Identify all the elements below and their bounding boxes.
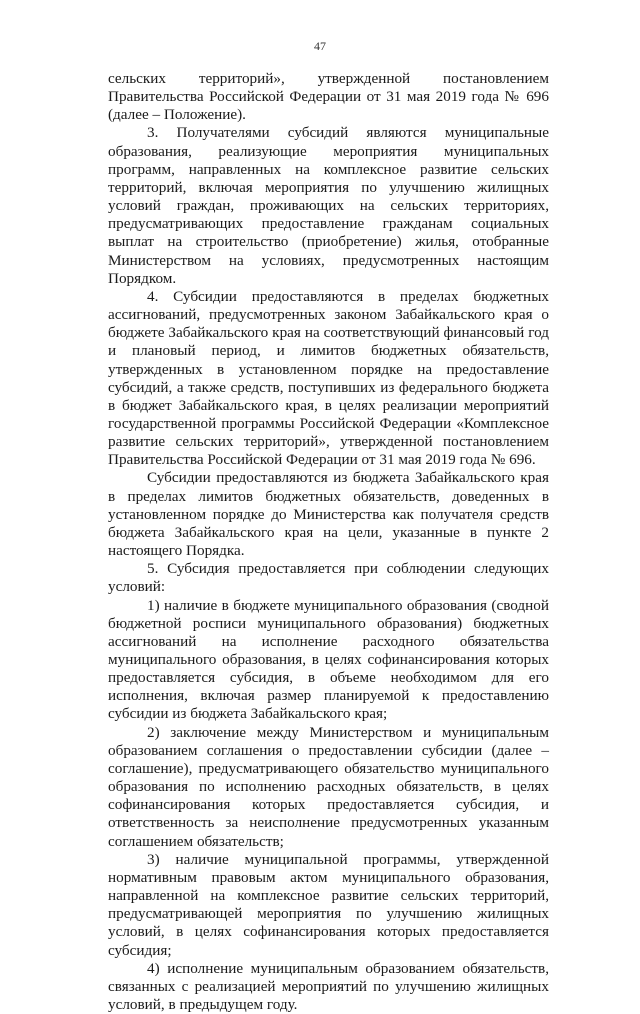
paragraph-item-3-recipients: 3. Получателями субсидий являются муниципальные образования, реализующие мероприятия муниципальных программ, направленных на комплексное развитие сельских территорий, включая мероприятия по улучшению жилищных условий граждан, проживающих на сельских территориях, предусматривающих предоставление гражданам социальных выплат на строительство (приобретение) жилья, отобранные Министерством на условиях, предусмотренных настоящим Порядком. (108, 124, 549, 287)
paragraph-item-4-funding: 4. Субсидии предоставляются в пределах бюджетных ассигнований, предусмотренных законом Забайкальского края о бюджете Забайкальского края на соответствующий финансовый год и плановый период, и лимитов бюджетных обязательств, утвержденных в установленном порядке на предоставление субсидий, а также средств, поступивших из федерального бюджета в бюджет Забайкальского края, в целях реализации мероприятий государственной программы Российской Федерации «Комплексное развитие сельских территорий», утвержденной постановлением Правительства Российской Федерации от 31 мая 2019 года № 696. (108, 287, 549, 469)
paragraph-continuation: сельских территорий», утвержденной постановлением Правительства Российской Федерации от 31 мая 2019 года № 696 (далее – Положение). (108, 70, 549, 124)
paragraph-item-5-conditions: 5. Субсидия предоставляется при соблюдении следующих условий: (108, 560, 549, 596)
page-number: 47 (314, 39, 326, 53)
paragraph-condition-3: 3) наличие муниципальной программы, утвержденной нормативным правовым актом муниципального образования, направленной на комплексное развитие сельских территорий, предусматривающей мероприятия по улучшению жилищных условий, в целях софинансирования которых предоставляется субсидия; (108, 850, 549, 959)
paragraph-condition-4: 4) исполнение муниципальным образованием обязательств, связанных с реализацией мероприятий по улучшению жилищных условий, в предыдущем году. (108, 959, 549, 1013)
paragraph-condition-2: 2) заключение между Министерством и муниципальным образованием соглашения о предоставлении субсидии (далее – соглашение), предусматривающего обязательство муниципального образования по исполнению расходных обязательств, в целях софинансирования которых предоставляется субсидия, и ответственность за неисполнение предусмотренных указанным соглашением обязательств; (108, 723, 549, 850)
paragraph-funding-limits: Субсидии предоставляются из бюджета Забайкальского края в пределах лимитов бюджетных обязательств, доведенных в установленном порядке до Министерства как получателя средств бюджета Забайкальского края на цели, указанные в пункте 2 настоящего Порядка. (108, 469, 549, 560)
paragraph-condition-1: 1) наличие в бюджете муниципального образования (сводной бюджетной росписи муниципального образования) бюджетных ассигнований на исполнение расходного обязательства муниципального образования, в целях софинансирования которых предоставляется субсидия, в объеме необходимом для его исполнения, включая размер планируемой к предоставлению субсидии из бюджета Забайкальского края; (108, 596, 549, 723)
document-body (108, 70, 549, 1014)
